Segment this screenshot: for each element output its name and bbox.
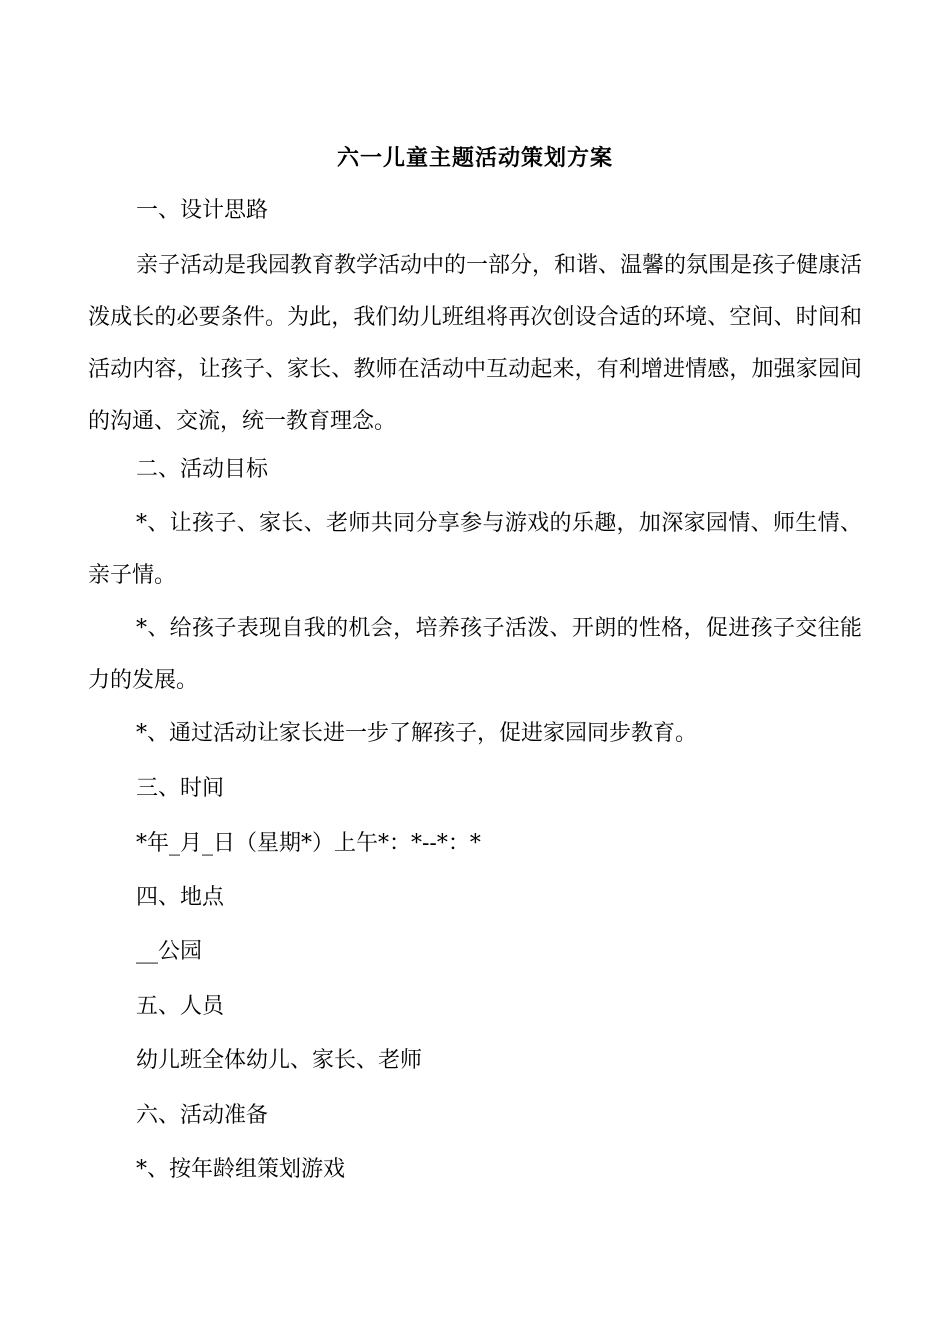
time-text: *年_月_日（星期*）上午*：*--*：* bbox=[136, 831, 481, 856]
section-heading-goals: 二、活动目标 bbox=[136, 457, 269, 482]
paragraph-goal-3: *、通过活动让家长进一步了解孩子，促进家园同步教育。 bbox=[136, 721, 698, 746]
location-text: __公园 bbox=[136, 939, 203, 964]
paragraph-goal-1: *、让孩子、家长、老师共同分享参与游戏的乐趣，加深家园情、师生情、亲子情。 bbox=[88, 511, 862, 588]
section-heading-location: 四、地点 bbox=[136, 885, 225, 910]
people-text: 幼儿班全体幼儿、家长、老师 bbox=[136, 1048, 423, 1073]
paragraph-design-idea: 亲子活动是我园教育教学活动中的一部分，和谐、温馨的氛围是孩子健康活泼成长的必要条件。为此，我们幼儿班组将再次创设合适的环境、空间、时间和活动内容，让孩子、家长、教师在活动中互动起来，有利增进情感，加强家园间的沟通、交流，统一教育理念。 bbox=[88, 253, 863, 434]
document-title: 六一儿童主题活动策划方案 bbox=[336, 145, 613, 171]
section-heading-time: 三、时间 bbox=[136, 776, 225, 801]
section-heading-preparation: 六、活动准备 bbox=[136, 1103, 269, 1128]
section-heading-design: 一、设计思路 bbox=[136, 198, 269, 223]
section-heading-people: 五、人员 bbox=[136, 994, 225, 1019]
preparation-text: *、按年龄组策划游戏 bbox=[136, 1157, 346, 1182]
paragraph-goal-2: *、给孩子表现自我的机会，培养孩子活泼、开朗的性格，促进孩子交往能力的发展。 bbox=[88, 616, 862, 693]
